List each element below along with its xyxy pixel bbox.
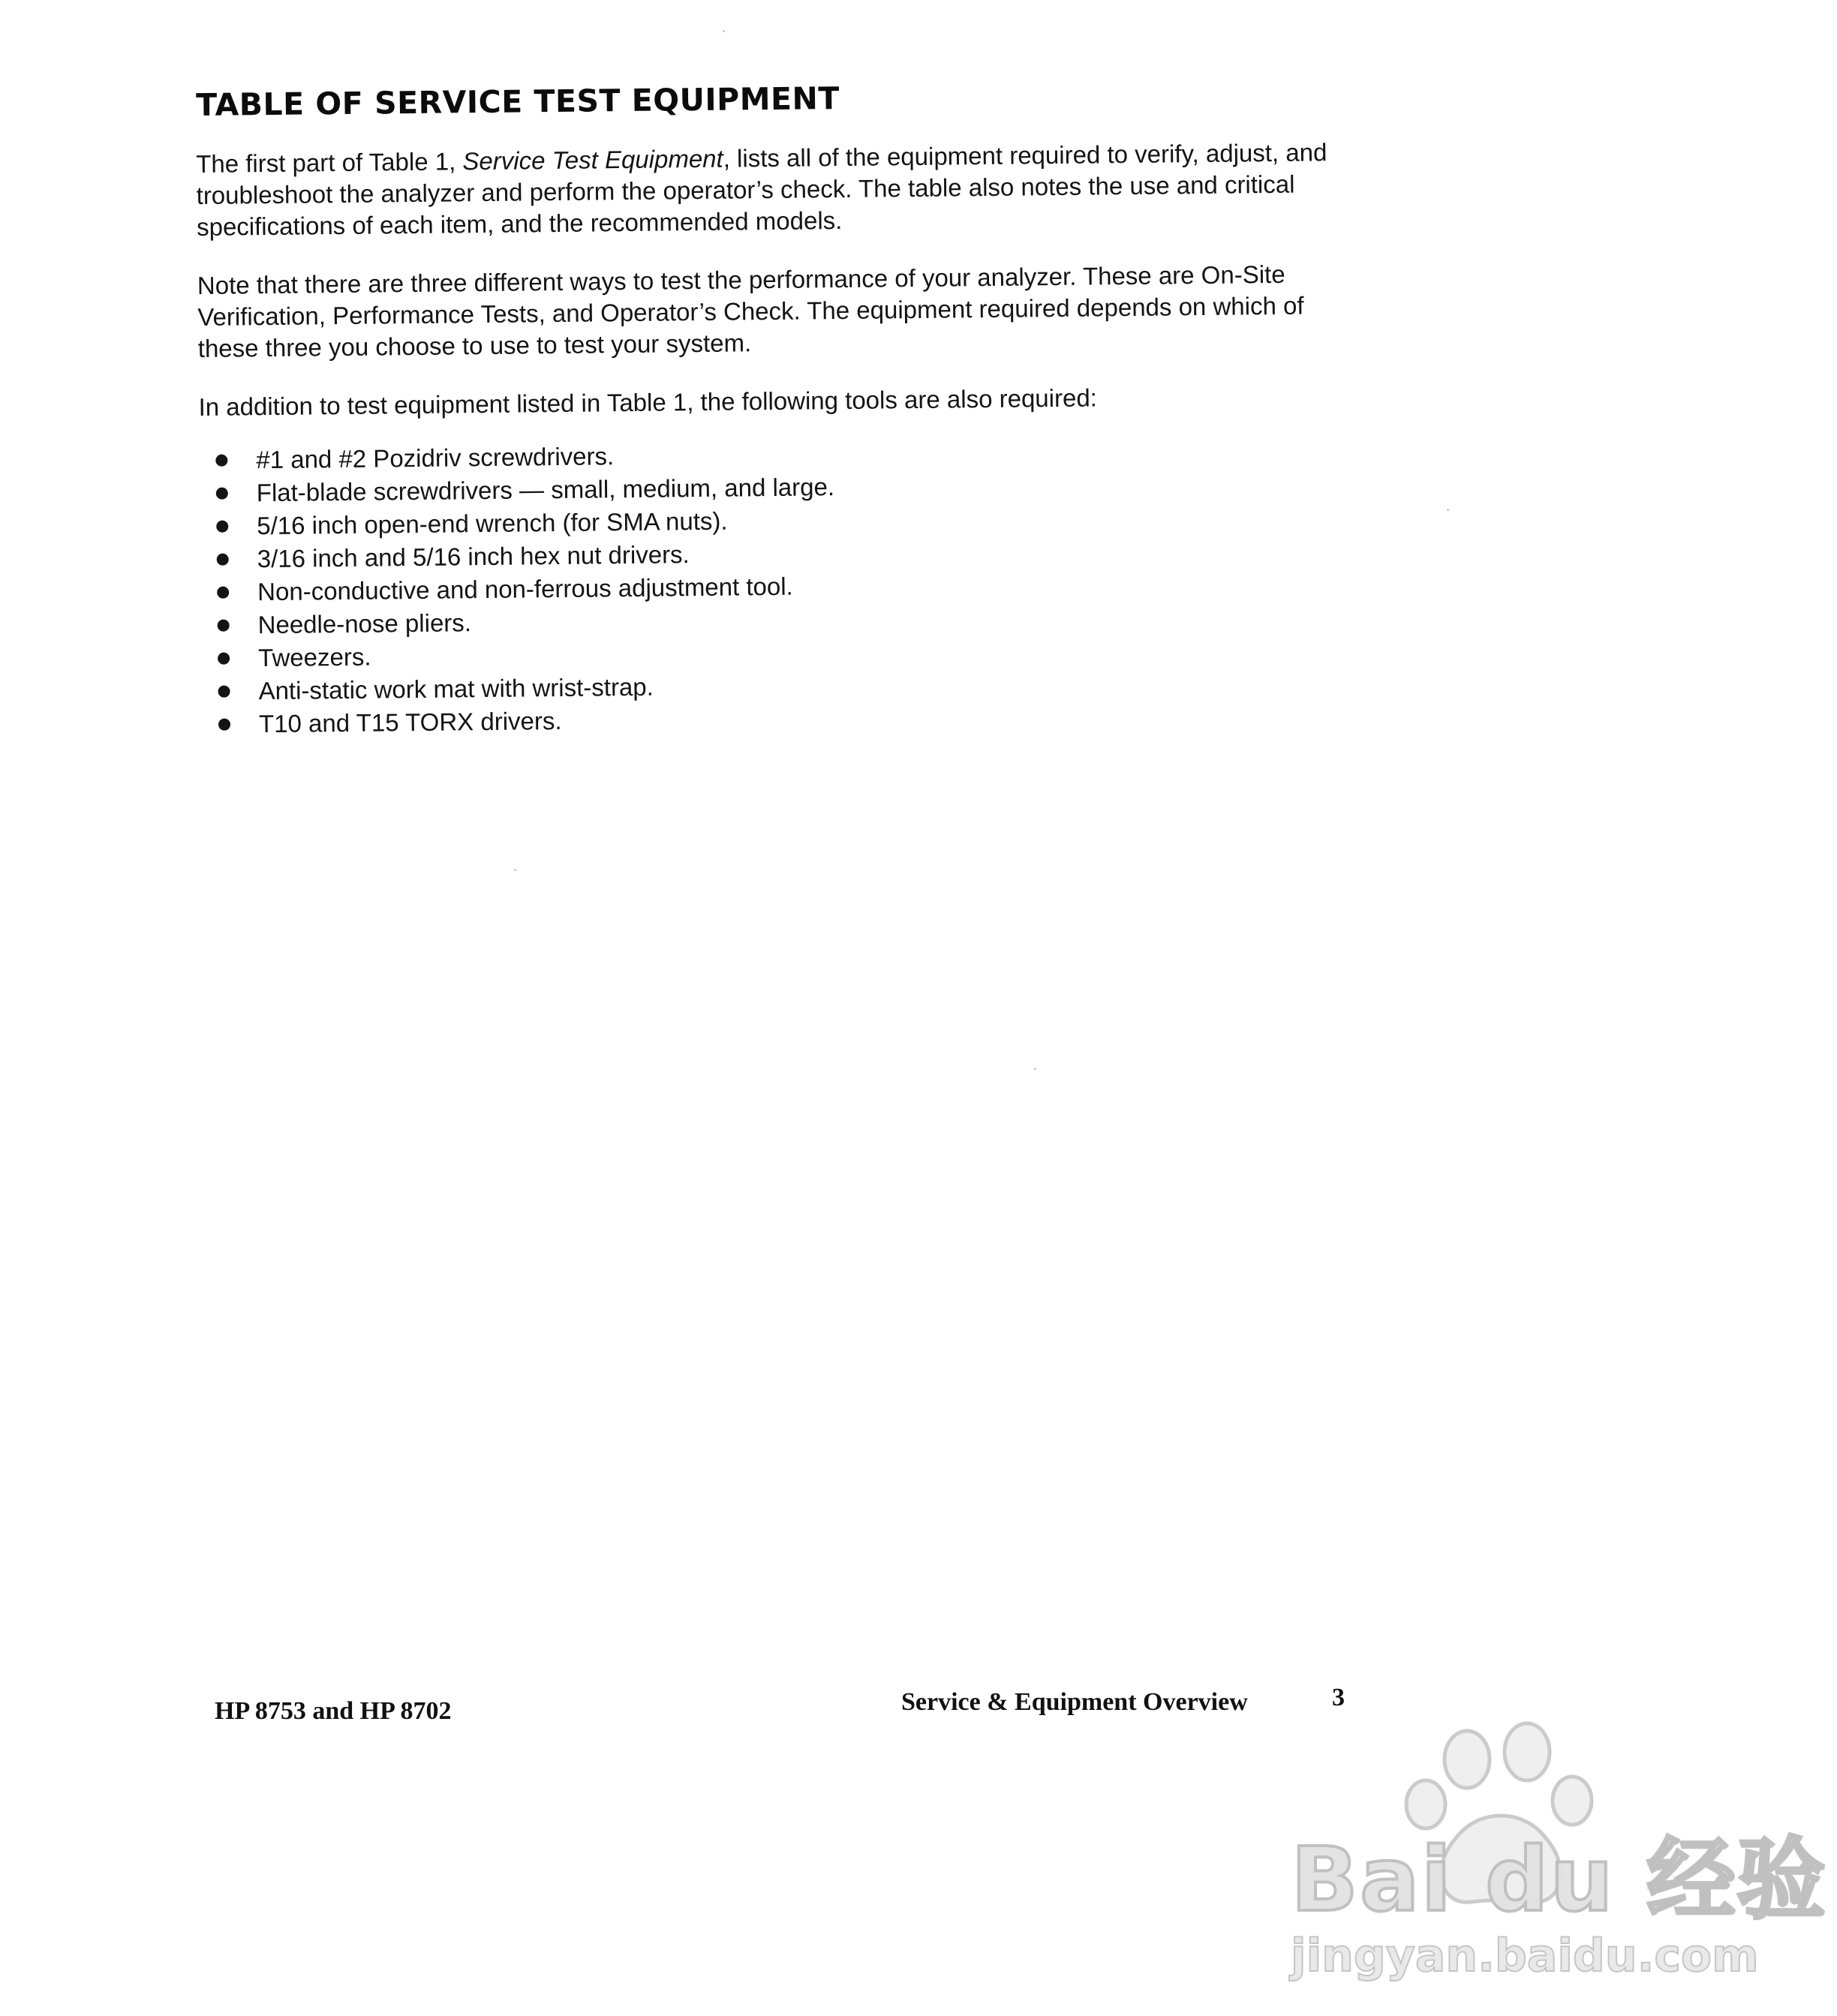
baidu-watermark [1276, 1718, 1827, 2003]
body-text [196, 137, 1350, 741]
bullet-icon [215, 455, 227, 467]
list-item-text: Tweezers. [257, 642, 371, 672]
bullet-icon [218, 620, 230, 632]
bullet-icon [218, 719, 230, 731]
tools-intro-paragraph: In addition to test equipment listed in Table 1, the following tools are also required: [198, 383, 1098, 421]
list-item-text: 5/16 inch open-end wrench (for SMA nuts). [257, 506, 728, 540]
intro-text-start: The first part of Table 1, [196, 147, 463, 178]
tools-list [199, 432, 1350, 741]
list-item-text: 3/16 inch and 5/16 inch hex nut drivers. [257, 540, 690, 573]
bullet-icon [216, 521, 228, 533]
intro-text-end: , lists all of the equipment required to verify, adjust, and troubleshoot the analyzer and perform the operator’s check. The table also notes the use and critical specifications of each item, and the recommended models. [196, 138, 1327, 241]
table-title-italic: Service Test Equipment [462, 144, 723, 176]
watermark-url-text: jingyan.baidu.com [1291, 1930, 1759, 1982]
list-item-text: Non-conductive and non-ferrous adjustment tool. [257, 572, 793, 606]
bullet-icon [218, 653, 230, 665]
bullet-icon [216, 488, 228, 500]
scan-speck [1034, 1068, 1036, 1070]
test-methods-paragraph: Note that there are three different ways to test the performance of your analyzer. These are On-Site Verification, Performance Tests, and Operator’s Check. The equipment required depends on which of these three you choose to use to test your system. [197, 260, 1304, 362]
list-item-text: #1 and #2 Pozidriv screwdrivers. [256, 442, 615, 474]
footer-section-title: Service & Equipment Overview [901, 1688, 1248, 1716]
footer-product-name: HP 8753 and HP 8702 [215, 1697, 452, 1725]
list-item-text: Needle-nose pliers. [257, 608, 472, 639]
watermark-brand-text: Bai du 经验 [1291, 1828, 1827, 1931]
scan-speck [723, 30, 725, 32]
intro-paragraph [196, 137, 1345, 243]
list-item-text: T10 and T15 TORX drivers. [258, 706, 562, 738]
page-number: 3 [1332, 1684, 1345, 1711]
bullet-icon [218, 686, 230, 698]
bullet-icon [217, 587, 229, 599]
scan-speck [514, 869, 516, 871]
list-item-text: Anti-static work mat with wrist-strap. [258, 672, 654, 705]
list-item-text: Flat-blade screwdrivers — small, medium, and large. [256, 473, 835, 507]
bullet-icon [217, 554, 229, 566]
section-heading: TABLE OF SERVICE TEST EQUIPMENT [196, 80, 840, 123]
scan-speck [1447, 509, 1449, 511]
